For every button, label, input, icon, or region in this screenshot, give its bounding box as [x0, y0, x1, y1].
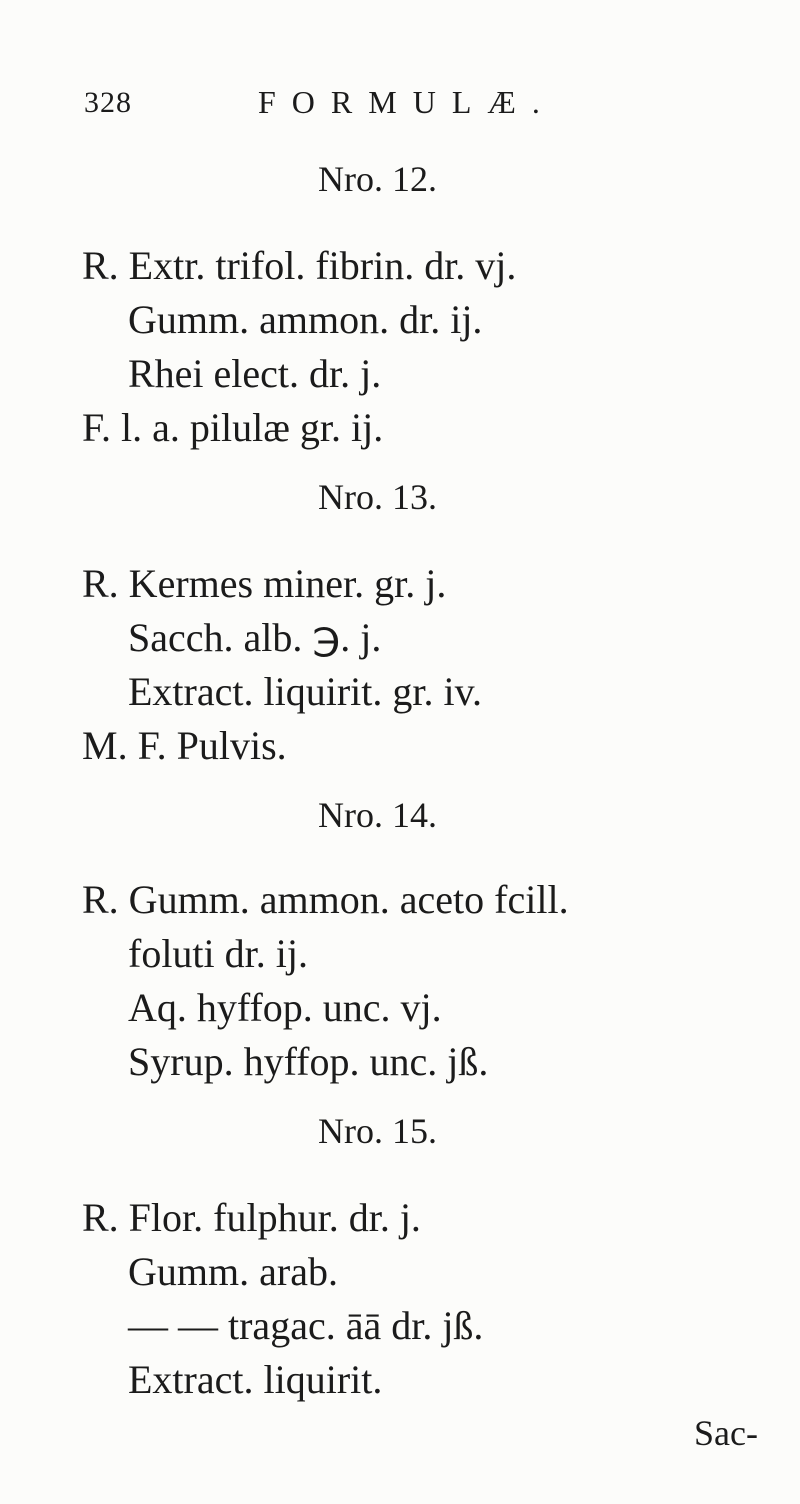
recipe-line: Sacch. alb. ℈. j.	[128, 615, 382, 660]
recipe-line: Aq. hyffop. unc. vj.	[128, 985, 442, 1030]
recipe-line: Syrup. hyffop. unc. jß.	[128, 1039, 489, 1084]
recipe-number: Nro. 15.	[318, 1111, 437, 1151]
recipe-line: foluti dr. ij.	[128, 931, 308, 976]
recipe-line: R. Kermes miner. gr. j.	[82, 561, 447, 606]
recipe-number: Nro. 14.	[318, 795, 437, 835]
catchword: Sac-	[694, 1413, 758, 1453]
recipe-line: — — tragac. āā dr. jß.	[128, 1303, 484, 1348]
recipe-line: R. Flor. fulphur. dr. j.	[82, 1195, 421, 1240]
recipe-number: Nro. 12.	[318, 159, 437, 199]
recipe-line: R. Gumm. ammon. aceto fcill.	[82, 877, 569, 922]
recipe-line: Extract. liquirit.	[128, 1357, 383, 1402]
recipe-line: Extract. liquirit. gr. iv.	[128, 669, 483, 714]
page-number: 328	[84, 86, 132, 119]
running-title: FORMULÆ.	[258, 84, 556, 120]
recipe-line: M. F. Pulvis.	[82, 723, 287, 768]
recipe-line: F. l. a. pilulæ gr. ij.	[82, 405, 384, 450]
recipe-number: Nro. 13.	[318, 477, 437, 517]
recipe-line: Rhei elect. dr. j.	[128, 351, 382, 396]
recipe-line: R. Extr. trifol. fibrin. dr. vj.	[82, 243, 517, 288]
recipe-line: Gumm. arab.	[128, 1249, 338, 1294]
recipe-line: Gumm. ammon. dr. ij.	[128, 297, 483, 342]
